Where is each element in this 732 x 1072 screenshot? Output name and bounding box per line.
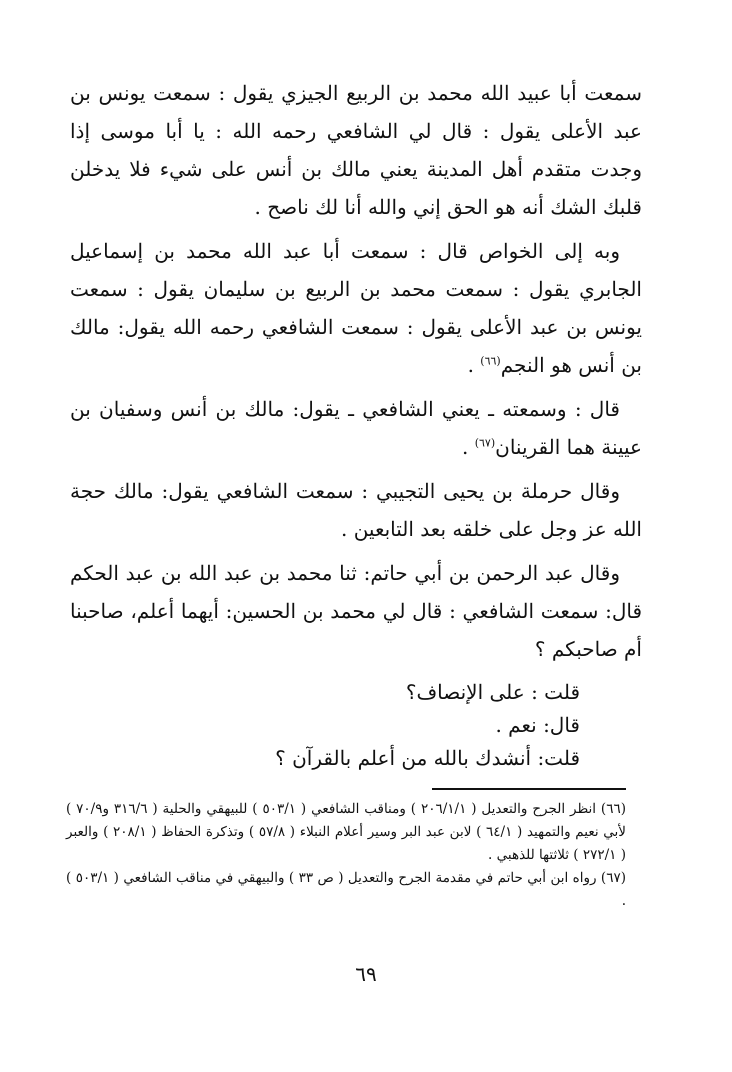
paragraph-5	[70, 554, 642, 668]
footnote-66: (٦٦) انظر الجرح والتعديل ( ٢٠٦/١/١ ) ومناقب الشافعي ( ٥٠٣/١ ) للبيهقي والحلية ( ٣١٦/٦ و٧٠/٩ ) لأبي نعيم والتمهيد ( ٦٤/١ ) لابن عبد البر وسير أعلام النبلاء ( ٥٧/٨ ) وتذكرة الحفاظ ( ٢٠٨/١ ) والعبر ( ٢٧٢/١ ) ثلاثتها للذهبي .	[66, 801, 626, 863]
paragraph-1	[70, 74, 642, 226]
paragraph-3	[70, 390, 642, 466]
paragraph-4-text: وقال حرملة بن يحيى التجيبي : سمعت الشافعي يقول: مالك حجة الله عز وجل على خلقه بعد التابعين .	[70, 479, 642, 541]
paragraph-4	[70, 472, 642, 548]
footnote-separator	[432, 788, 626, 790]
dialogue-line: قلت: أنشدك بالله من أعلم بالقرآن ؟	[275, 746, 580, 770]
page-number: ٦٩	[355, 962, 377, 986]
dialogue-line: قال: نعم .	[495, 713, 580, 737]
paragraph-3-tail: .	[461, 435, 475, 459]
footnote-67: (٦٧) رواه ابن أبي حاتم في مقدمة الجرح والتعديل ( ص ٣٣ ) والبيهقي في مناقب الشافعي ( ٥٠٣/١ ) .	[66, 870, 626, 909]
paragraph-3-text: قال : وسمعته ـ يعني الشافعي ـ يقول: مالك بن أنس وسفيان بن عيينة هما القرينان	[70, 397, 642, 459]
dialogue-block	[70, 676, 642, 775]
paragraph-5-text: وقال عبد الرحمن بن أبي حاتم: ثنا محمد بن عبد الله بن عبد الحكم قال: سمعت الشافعي : قال لي محمد بن الحسين: أيهما أعلم، صاحبنا أم صاحبكم ؟	[70, 561, 642, 661]
dialogue-line: قلت : على الإنصاف؟	[405, 680, 580, 704]
footnotes	[66, 798, 626, 913]
paragraph-1-text: سمعت أبا عبيد الله محمد بن الربيع الجيزي يقول : سمعت يونس بن عبد الأعلى يقول : قال لي الشافعي رحمه الله : يا أبا موسى إذا وجدت متقدم أهل المدينة يعني مالك بن أنس على شيء فلا يدخلن قلبك الشك أنه هو الحق إني والله أنا لك ناصح .	[70, 81, 642, 219]
paragraph-2-text: وبه إلى الخواص قال : سمعت أبا عبد الله محمد بن إسماعيل الجابري يقول : سمعت محمد بن الربيع بن سليمان يقول : سمعت يونس بن عبد الأعلى يقول : سمعت الشافعي رحمه الله يقول: مالك بن أنس هو النجم	[70, 239, 642, 377]
main-text	[70, 74, 642, 775]
footnote-ref-67[interactable]: (٦٧)	[474, 436, 496, 450]
paragraph-2-tail: .	[467, 353, 481, 377]
paragraph-2	[70, 232, 642, 384]
footnote-ref-66[interactable]: (٦٦)	[480, 354, 501, 368]
